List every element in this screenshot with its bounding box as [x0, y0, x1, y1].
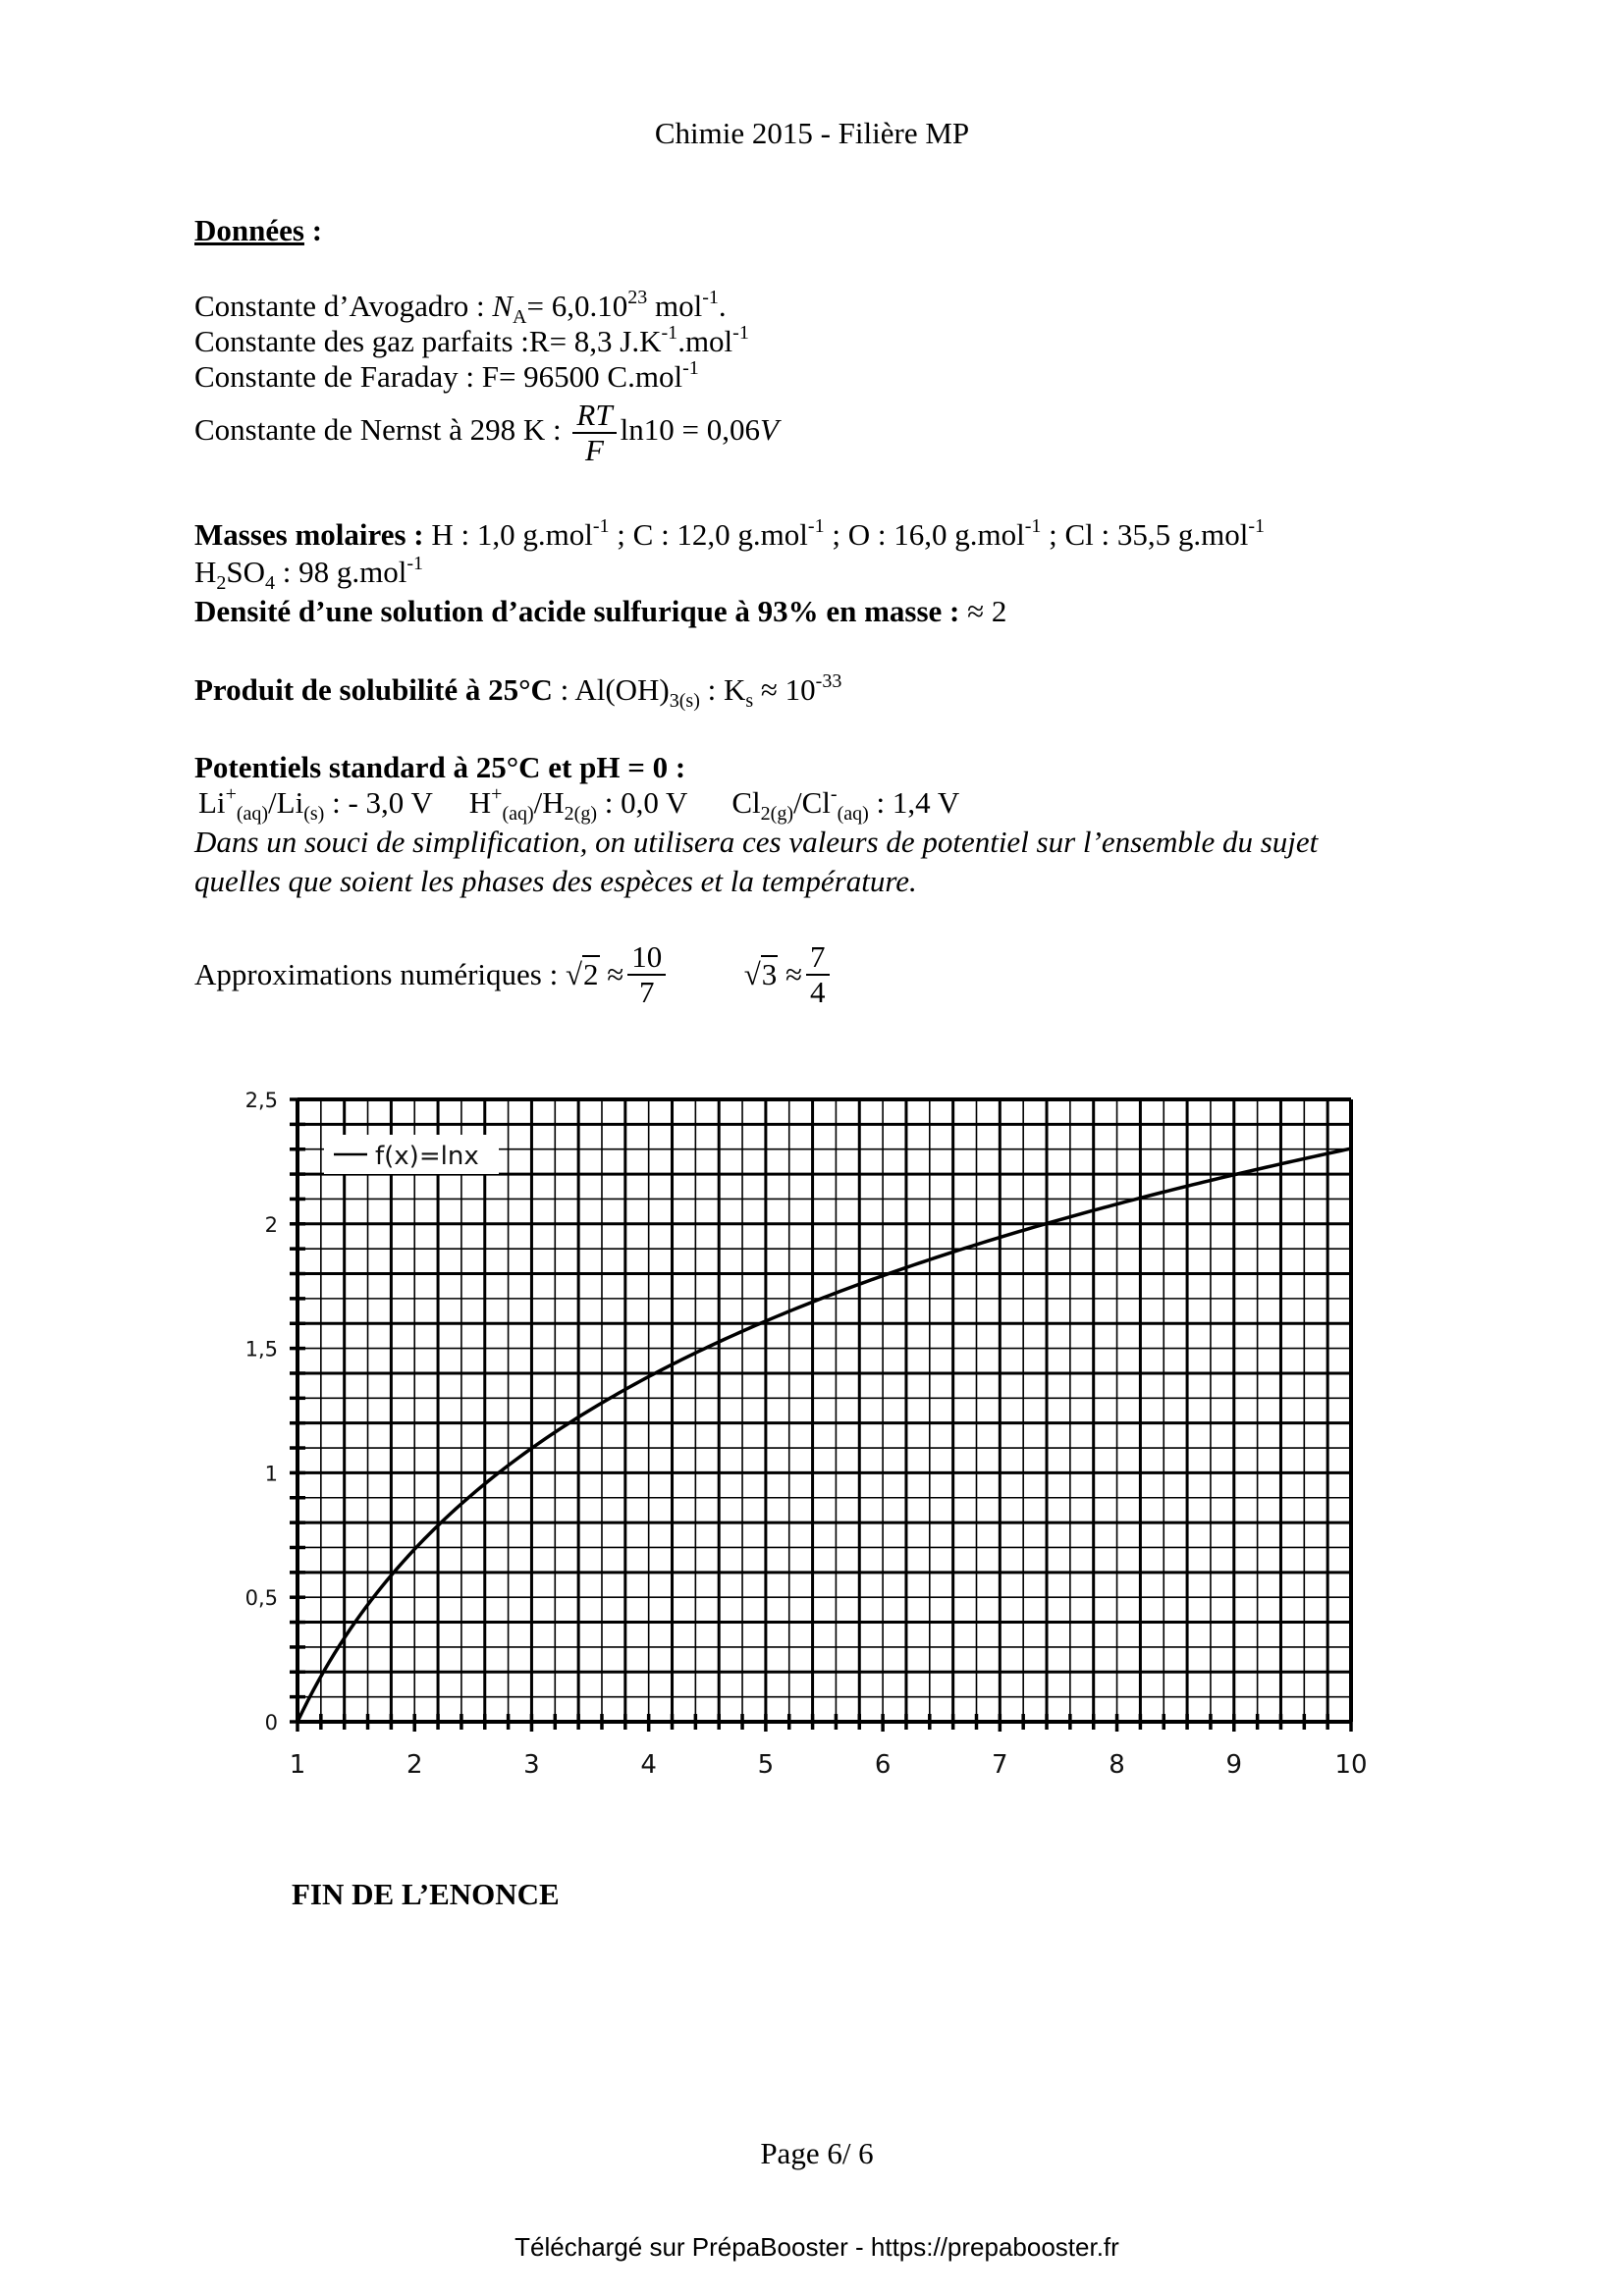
gas-constant: Constante des gaz parfaits :R= 8,3 $J.K^{-1}.mol^{-1}$	[194, 322, 749, 358]
x-tick-label: 7	[992, 1750, 1008, 1780]
nernst-constant: Constante de Nernst à 298 K : $\frac{RT}{F}$ ln10 = 0,06V	[194, 398, 779, 467]
density-line: Densité d’une solution d’acide sulfurique à 93% en masse : ≈ 2	[194, 594, 1007, 628]
couple-h: $H^+_{(aq)}/H_{2(g)}$ : 0,0 V	[468, 783, 687, 825]
y-tick-label: 2,5	[244, 1089, 278, 1112]
couple-cl: $Cl_{2(g)}/Cl^-_{(aq)}$ : 1,4 V	[731, 783, 960, 825]
faraday-constant: Constante de Faraday : F= 96500 C.mol$^{-1}$	[194, 357, 699, 394]
nernst-fraction: $\frac{RT}{F}$	[572, 399, 616, 467]
page-header	[0, 116, 1624, 151]
download-footer: Téléchargé sur PrépaBooster - https://prepabooster.fr	[514, 2232, 1119, 2262]
molar-masses: Masses molaires : H : 1,0 g.mol$^{-1}$ ; C : 12,0 g.mol$^{-1}$ ; O : 16,0 g.mol$^{-1}$ ; Cl : 35,5 g.mol$^{-1}$	[194, 515, 1266, 552]
page-number: Page 6/ 6	[760, 2136, 874, 2170]
numeric-approximations: Approximations numériques : √2 ≈ $\frac{10}{7}$ √3 ≈ $\frac{7}{4}$	[194, 940, 834, 1009]
chart-ticks	[290, 1099, 1351, 1732]
x-tick-label: 5	[757, 1750, 775, 1780]
end-of-statement: FIN DE L’ENONCE	[292, 1877, 560, 1911]
chart-axes	[298, 1099, 1351, 1722]
sqrt3-approx: √3 ≈	[743, 957, 803, 991]
x-tick-label: 1	[289, 1750, 306, 1780]
x-tick-label: 8	[1109, 1750, 1125, 1780]
y-tick-label: 1,5	[244, 1337, 278, 1362]
y-tick-label: 2	[264, 1212, 278, 1237]
x-tick-label: 6	[874, 1750, 892, 1780]
chart-legend	[324, 1135, 499, 1174]
y-tick-label: 0,5	[244, 1586, 278, 1611]
header-title: Chimie 2015 - Filière MP	[654, 116, 970, 150]
potentials-note-line1: Dans un souci de simplification, on utilisera ces valeurs de potentiel sur l’ensemble du sujet	[194, 825, 1319, 859]
series-line-ln	[298, 1148, 1351, 1722]
ln-chart	[226, 1080, 1404, 1796]
potentials-note-line2: quelles que soient les phases des espèces et la température.	[194, 864, 917, 898]
legend-label: f(x)=lnx	[375, 1142, 479, 1171]
potentials-couples	[198, 783, 960, 825]
chart-tick-labels	[245, 1089, 1368, 1780]
x-tick-label: 2	[406, 1750, 423, 1780]
sqrt2-approx: √2 ≈	[565, 957, 624, 991]
x-tick-label: 3	[523, 1750, 540, 1780]
y-tick-label: 0	[264, 1711, 278, 1735]
donnees-heading: Données :	[194, 213, 323, 247]
chart-grid	[298, 1099, 1351, 1722]
avogadro-constant: Constante d’Avogadro : $N_A= 6,0.10^{23}$ mol$^{-1}$.	[194, 287, 727, 328]
potentials-heading: Potentiels standard à 25°C et pH = 0 :	[194, 750, 686, 784]
y-tick-label: 1	[264, 1462, 278, 1486]
x-tick-label: 10	[1334, 1750, 1368, 1780]
chart-series	[298, 1148, 1351, 1722]
h2so4-molar-mass: $H_2SO_4$ : 98 g.mol$^{-1}$	[194, 553, 424, 594]
solubility-product: Produit de solubilité à 25°C : $Al(OH)_{3(s)}$ : $K_s \approx 10^{-33}$	[194, 670, 842, 712]
x-tick-label: 4	[640, 1750, 657, 1780]
x-tick-label: 9	[1225, 1750, 1243, 1780]
couple-li: $Li^+_{(aq)}/Li_{(s)}$ : - 3,0 V	[198, 783, 433, 825]
